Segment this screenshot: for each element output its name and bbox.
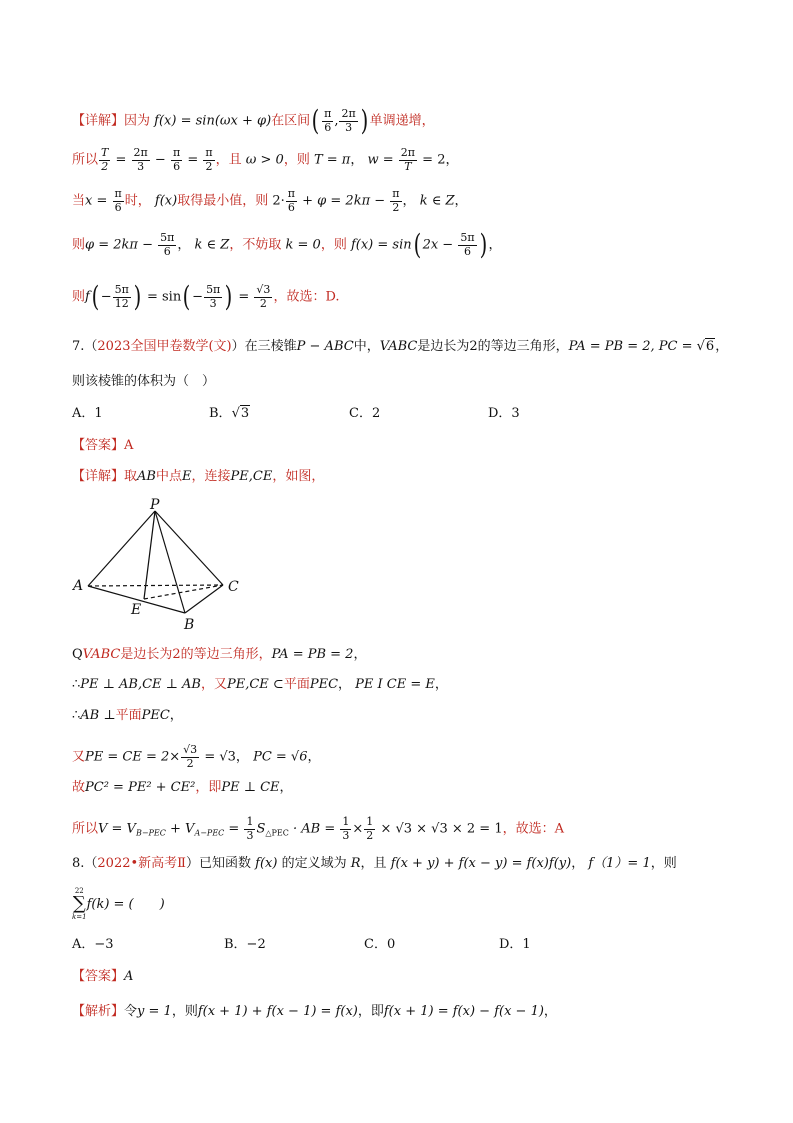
edge-EC-hidden <box>144 585 223 599</box>
q8-source: 2022•新高考Ⅱ <box>97 856 186 871</box>
q7-option-d: D．3 <box>488 406 520 421</box>
prev-answer: D. <box>325 289 340 305</box>
q7-detail-intro: 【详解】取AB中点E，连接PE,CE，如图， <box>72 469 325 484</box>
q7-option-a: A．1 <box>72 406 103 421</box>
prev-line-3: 当x = $\frac{\pi}{6}$ 时， f(x)取得最小值，则 2· $\frac{\pi}{6}$ + φ = 2kπ − $\frac{\pi}{2}$ ， k ∈ Z， <box>72 187 468 214</box>
q7-options <box>72 407 712 423</box>
prev-line-5: 则f( − $\frac{5\pi}{12}$ ) = sin( − $\frac{5\pi}{3}$ ) = $\frac{√3}{2}$ ，故选：D. <box>72 280 340 313</box>
q7-source: 2023全国甲卷数学(文) <box>97 339 232 354</box>
label-C: C <box>228 579 239 595</box>
q8-options <box>72 938 712 954</box>
edge-PB <box>155 511 185 613</box>
q8-option-b: B．−2 <box>224 937 266 952</box>
edge-PA <box>88 511 155 586</box>
label-A: A <box>73 578 84 594</box>
q7-solution-line-2: ∴PE ⊥ AB,CE ⊥ AB，又PE,CE ⊂平面PEC， PE I CE = E， <box>72 677 448 692</box>
q7-solution-line-3: ∴AB ⊥平面PEC， <box>72 708 183 723</box>
q7-solution-line-1: QVABC是边长为2的等边三角形，PA = PB = 2， <box>72 647 367 662</box>
label-B: B <box>184 617 195 633</box>
q8-option-d: D．1 <box>499 937 531 952</box>
q8-stem-line-1: 8.（2022•新高考Ⅱ）已知函数 f(x) 的定义域为 R，且 f(x + y) + f(x − y) = f(x)f(y)， f（1）= 1，则 <box>72 856 677 871</box>
q8-option-a: A．−3 <box>72 937 114 952</box>
label-P: P <box>150 498 160 513</box>
q7-solution-line-6: 所以$V = V_{B-PEC} + V_{A-PEC}$ = $\frac{1}{3}$ $S_{\triangle PEC}$ · AB = $\frac{1}{3}$ × $\frac{1}{2}$ × √3 × √3 × 2 = 1，故选：A <box>72 815 564 842</box>
edge-PC <box>155 511 223 585</box>
q7-stem-line-2: 则该棱锥的体积为（ ） <box>72 374 216 389</box>
edge-BC <box>185 585 223 613</box>
label-E: E <box>131 602 142 618</box>
q7-option-c: C．2 <box>349 406 381 421</box>
edge-AC-hidden <box>88 585 223 586</box>
prev-line-4: 则φ = 2kπ − $\frac{5\pi}{6}$ ， k ∈ Z，不妨取 k = 0，则 f(x) = sin( 2x − $\frac{5\pi}{6}$ ) ， <box>72 228 502 261</box>
q7-answer: 【答案】A <box>72 438 134 453</box>
prev-line-2: 所以 $\frac{T}{2}$ = $\frac{2\pi}{3}$ − $\frac{\pi}{6}$ = $\frac{\pi}{2}$ ，且 ω > 0，则 T = π， w = $\frac{2\pi}{T}$ = 2， <box>72 146 459 173</box>
q8-answer: 【答案】A <box>72 969 134 984</box>
q7-stem-line-1: 7.（2023全国甲卷数学(文)）在三棱锥P − ABC中，VABC是边长为2的等边三角形，PA = PB = 2, PC = √6， <box>72 339 729 354</box>
detail-label: 【详解】 <box>72 113 125 129</box>
q8-option-c: C．0 <box>364 937 396 952</box>
q7-pyramid-figure <box>68 498 258 634</box>
q7-final-answer: A <box>554 821 564 837</box>
q8-stem-line-2: 22 ∑ k=1f(k) = ( ) <box>72 887 165 921</box>
q7-solution-line-4: 又PE = CE = 2× $\frac{√3}{2}$ = √3， PC = √6， <box>72 743 321 770</box>
q8-analysis-line-1: 【解析】令y = 1，则f(x + 1) + f(x − 1) = f(x)，即f(x + 1) = f(x) − f(x − 1)， <box>72 1004 557 1019</box>
q7-option-b: B．√3 <box>209 406 250 421</box>
q7-solution-line-5: 故PC² = PE² + CE²，即PE ⊥ CE， <box>72 780 293 795</box>
prev-line-1: 【详解】因为 f(x) = sin(ωx + φ)在区间( $\frac{\pi}{6}$ , $\frac{2\pi}{3}$ ) 单调递增， <box>72 104 435 137</box>
summation-symbol: 22 ∑ k=1 <box>72 887 87 921</box>
